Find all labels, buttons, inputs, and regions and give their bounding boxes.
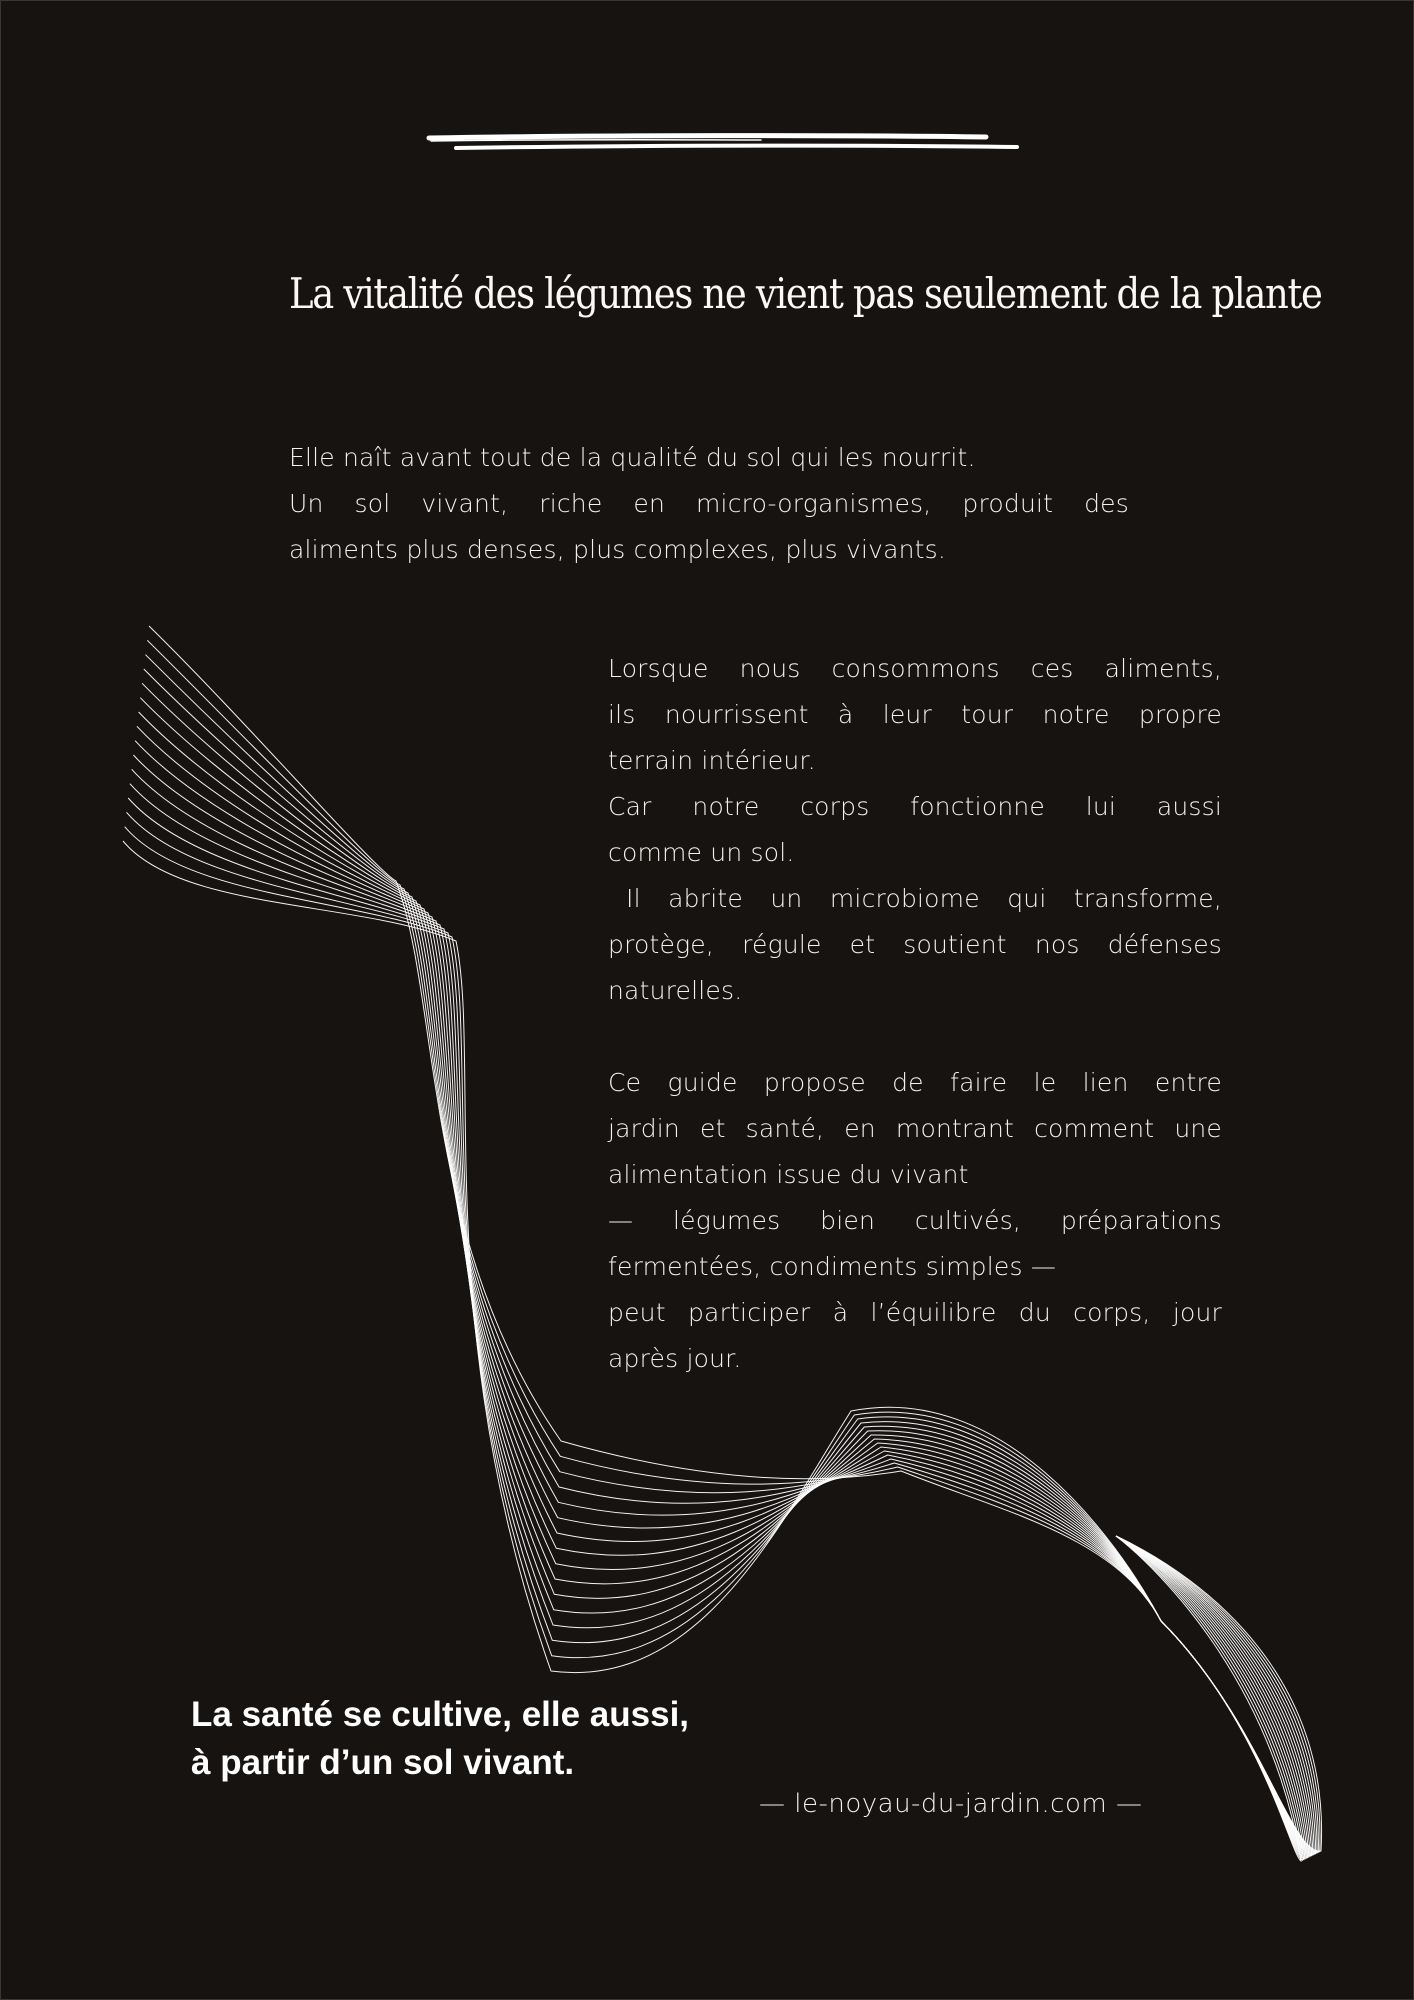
body-line: Lorsque nous consommons ces aliments, [608, 654, 1222, 683]
body-line: naturelles. [608, 976, 743, 1005]
closing-statement [191, 1691, 689, 1787]
closing-line: à partir d’un sol vivant. [191, 1743, 575, 1782]
body-line: Il abrite un microbiome qui transforme, [626, 884, 1222, 913]
page-title: La vitalité des légumes ne vient pas seulement de la plante [289, 269, 1322, 318]
body-line: terrain intérieur. [608, 746, 816, 775]
body-line: peut participer à l’équilibre du corps, jour [608, 1298, 1222, 1327]
body-line: ils nourrissent à leur tour notre propre [608, 700, 1222, 729]
body-line: Car notre corps fonctionne lui aussi [608, 792, 1222, 821]
body-line: — légumes bien cultivés, préparations [608, 1206, 1222, 1235]
intro-line: Un sol vivant, riche en micro-organismes, produit des [289, 489, 1129, 518]
body-line: protège, régule et soutient nos défenses [608, 930, 1222, 959]
body-column [608, 646, 1222, 1382]
website-link[interactable]: — le-noyau-du-jardin.com — [759, 1789, 1143, 1819]
intro-line: aliments plus denses, plus complexes, plus vivants. [289, 535, 947, 564]
body-line: jardin et santé, en montrant comment une [608, 1114, 1222, 1143]
paragraph-gap [608, 1014, 1222, 1060]
body-paragraph-1 [608, 646, 1222, 1014]
intro-paragraph [289, 435, 1129, 573]
body-paragraph-2 [608, 1060, 1222, 1382]
body-line: Ce guide propose de faire le lien entre [608, 1068, 1222, 1097]
body-line: fermentées, condiments simples — [608, 1252, 1057, 1281]
intro-line: Elle naît avant tout de la qualité du sol qui les nourrit. [289, 443, 976, 472]
body-line: comme un sol. [608, 838, 795, 867]
body-line: alimentation issue du vivant [608, 1160, 969, 1189]
body-line: après jour. [608, 1344, 742, 1373]
closing-line: La santé se cultive, elle aussi, [191, 1695, 690, 1734]
decorative-brush-stroke [429, 136, 1017, 148]
